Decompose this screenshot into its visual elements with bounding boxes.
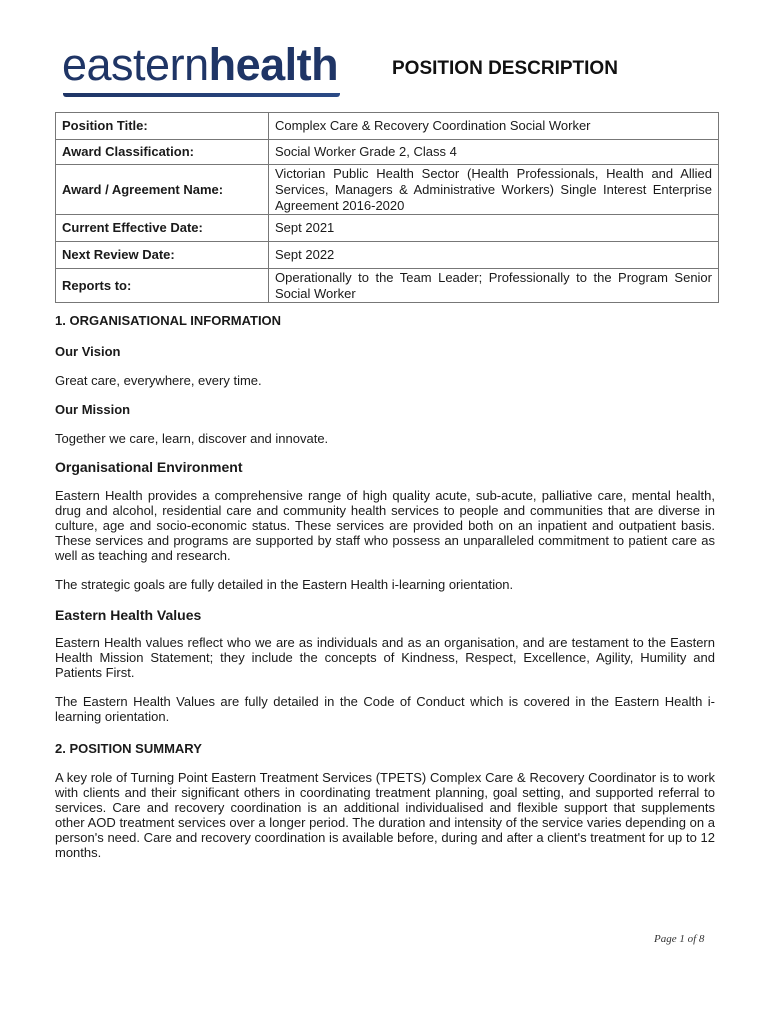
table-value: Sept 2021 [269,215,719,242]
table-label: Award Classification: [56,140,269,165]
section-heading-position-summary: 2. POSITION SUMMARY [55,741,202,756]
section-heading-organisational-information: 1. ORGANISATIONAL INFORMATION [55,313,282,328]
table-row [56,113,719,140]
eastern-health-logo [62,40,338,90]
table-row [56,165,719,215]
logo-text-health: health [208,39,339,90]
table-row [56,269,719,303]
strategic-goals-paragraph: The strategic goals are fully detailed in the Eastern Health i-learning orientation. [55,577,514,592]
table-value: Social Worker Grade 2, Class 4 [269,140,719,165]
page-number: Page 1 of 8 [654,933,705,945]
position-info-table [55,112,719,303]
vision-text: Great care, everywhere, every time. [55,373,262,388]
table-label: Award / Agreement Name: [56,165,269,215]
logo-text-eastern: eastern [62,39,209,90]
heading-organisational-environment: Organisational Environment [55,459,243,475]
table-label: Position Title: [56,113,269,140]
table-value: Sept 2022 [269,242,719,269]
document-body [55,313,715,860]
values-paragraph: Eastern Health values reflect who we are as individuals and as an organisation, and are testament to the Eastern Health Mission Statement; they include the concepts of Kindness, Respect, Excellence, Agility, Humility and Patients First. [55,635,715,680]
document-title: POSITION DESCRIPTION [392,58,618,79]
table-row [56,242,719,269]
mission-text: Together we care, learn, discover and innovate. [55,431,329,446]
position-summary-paragraph: A key role of Turning Point Eastern Treatment Services (TPETS) Complex Care & Recovery Coordinator is to work with clients and their significant others in coordinating treatment planning, goal setting, and supported referral to services. Care and recovery coordination is an additional individualised and flexible support that supplements other AOD treatment services over a longer period. The duration and intensity of the service varies depending on a person's need. Care and recovery coordination is available before, during and after a client's treatment for up to 12 months. [55,770,715,860]
environment-paragraph: Eastern Health provides a comprehensive range of high quality acute, sub-acute, palliative care, mental health, drug and alcohol, residential care and community health services to people and communities that are diverse in culture, age and socio-economic status. These services are provided both on an inpatient and outpatient basis. These services and programs are supported by staff who possess an unparalleled commitment to patient care as well as teaching and research. [55,488,715,563]
table-value: Complex Care & Recovery Coordination Social Worker [269,113,719,140]
table-row [56,140,719,165]
table-value: Victorian Public Health Sector (Health Professionals, Health and Allied Services, Managers & Administrative Workers) Single Interest Enterprise Agreement 2016-2020 [269,165,719,215]
values-code-paragraph: The Eastern Health Values are fully detailed in the Code of Conduct which is covered in the Eastern Health i-learning orientation. [55,694,715,724]
heading-our-vision: Our Vision [55,344,121,359]
table-label: Next Review Date: [56,242,269,269]
heading-eastern-health-values: Eastern Health Values [55,607,202,623]
table-label: Current Effective Date: [56,215,269,242]
table-row [56,215,719,242]
table-value: Operationally to the Team Leader; Professionally to the Program Senior Social Worker [269,269,719,303]
heading-our-mission: Our Mission [55,402,131,417]
table-label: Reports to: [56,269,269,303]
logo-underline [63,93,340,97]
